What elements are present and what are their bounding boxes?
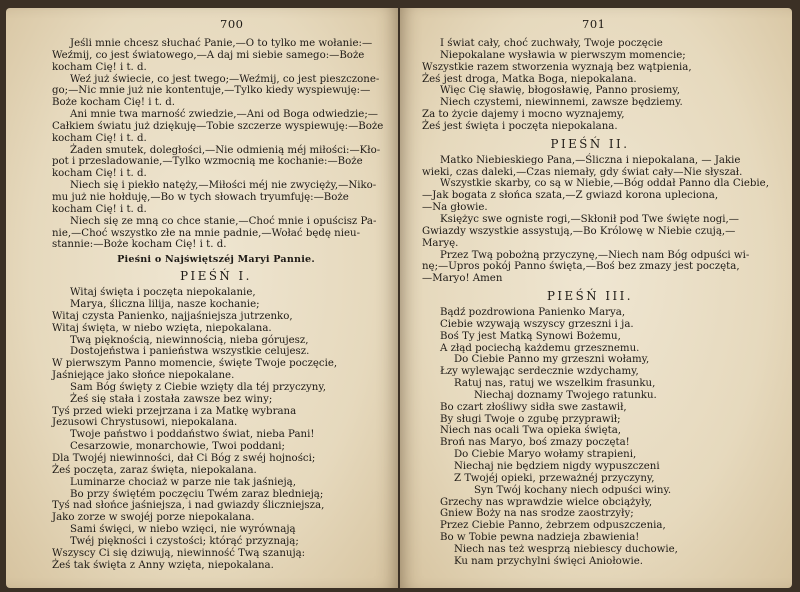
page-number-left: 700 — [220, 17, 244, 31]
text-line: Ani mnie twa marność zwiedzie,—Ani od Boga odwiedzie;— — [70, 109, 378, 121]
verse-line: Niechaj nie będziem nigdy wypuszczeni — [454, 461, 660, 472]
song-2-stanza-3 — [422, 214, 758, 250]
text-line: kocham Cię! i t. d. — [52, 203, 147, 215]
verse-line: Bo w Tobie pewna nadzieja zbawienia! — [440, 532, 640, 544]
song-3-verses — [422, 307, 758, 568]
text-line: stannie:—Boże kocham Cię! i t. d. — [52, 239, 227, 251]
verse-line: Witaj czysta Panienko, najjaśniejsza jutrzenko, — [52, 310, 293, 322]
song-heading-3: PIEŚŃ III. — [546, 289, 634, 304]
verse-line: Więc Cię sławię, błogosławię, Panno prosiemy, — [440, 85, 680, 97]
right-page — [400, 8, 792, 588]
verse-line: Twą pięknością, niewinnością, nieba górujesz, — [70, 334, 309, 346]
text-line: Maryę. — [422, 237, 459, 249]
text-line: Niech się i piekło natęży,—Miłości méj nie zwycięży,—Niko- — [70, 180, 377, 192]
song-heading-1: PIEŚŃ I. — [180, 269, 252, 284]
verse-line: Wszyscy Ci się dziwują, niewinność Twą szanują: — [52, 547, 306, 559]
verse-line: Gniew Boży na nas srodze zaostrzyły; — [440, 508, 634, 520]
song-2-stanza-4 — [422, 250, 758, 286]
verse-line: Tyś nad słońce jaśniejsza, i nad gwiazdy śliczniejsza, — [52, 500, 325, 512]
text-line: wieki, czas daleki,—Czas niemały, gdy świat cały—Nie słyszał. — [422, 166, 743, 178]
text-line: nę;—Upros pokój Panno święta,—Boś bez zmazy jest poczęta, — [422, 261, 740, 273]
verse-line: Przez Ciebie Panno, żebrzem odpuszczenia, — [440, 520, 666, 532]
verse-line: Żeś się stała i została zawsze bez winy; — [70, 393, 273, 405]
verse-line: Z Twojéj opieki, przeważnéj przyczyny, — [454, 472, 655, 484]
song-1-verses — [52, 287, 380, 571]
verse-line: Ciebie wzywają wszyscy grzeszni i ja. — [440, 318, 634, 330]
verse-line: Niech nas ocali Twa opieka święta, — [440, 425, 622, 437]
verse-line: I świat cały, choć zuchwały, Twoje poczęcie — [440, 38, 663, 49]
verse-line: Jako zorze w swojéj porze niepokalana. — [52, 512, 255, 524]
verse-line: Marya, śliczna lilija, nasze kochanie; — [70, 299, 260, 311]
verse-line: Do Ciebie Panno my grzeszni wołamy, — [454, 354, 650, 366]
text-line: kocham Cię! i t. d. — [52, 132, 147, 144]
stanza-3 — [52, 109, 384, 145]
text-line: go;—Nic mnie już nie kontentuje,—Tylko kiedy wyspiewuję:— — [52, 85, 371, 97]
stanza-2 — [52, 74, 380, 110]
text-line: Jeśli mnie chcesz słuchać Panie,—O to tylko me wołanie:— — [70, 38, 373, 49]
song-heading-2: PIEŚŃ II. — [550, 136, 630, 151]
verse-line: Żeś poczęta, zaraz święta, niepokalana. — [52, 464, 257, 476]
text-line: Gwiazdy wszystkie assystują,—Bo Królowę w Niebie czują,— — [422, 225, 736, 237]
verse-line: Cesarzowie, monarchowie, Twoi poddani; — [70, 441, 285, 453]
verse-line: Dostojeństwa i panieństwa wszystkie celujesz. — [70, 346, 310, 358]
verse-line: Sami święci, w niebo wzięci, nie wyrównają — [70, 524, 296, 536]
verse-line: Bo przy świętém poczęciu Twém zaraz blednieją; — [70, 488, 324, 500]
verse-line: By sługi Twoje o zgubę przyprawił; — [440, 413, 621, 425]
verse-line: Syn Twój kochany niech odpuści winy. — [474, 484, 672, 496]
text-line: Weźmij, co jest światowego,—A daj mi siebie samego:—Boże — [52, 49, 365, 61]
verse-line: W pierwszym Panno momencie, święte Twoje poczęcie, — [52, 358, 338, 370]
verse-line: Bądź pozdrowiona Panienko Marya, — [440, 307, 626, 319]
text-line: Matko Niebieskiego Pana,—Śliczna i niepokalana, — Jakie — [440, 154, 741, 166]
verse-line: Niechaj doznamy Twojego ratunku. — [474, 389, 657, 401]
verse-line: Dla Twojéj niewinności, dał Ci Bóg z swéj hojności; — [52, 453, 316, 464]
stanza-4 — [52, 145, 380, 181]
stanza-5 — [52, 180, 380, 216]
verse-line: Witaj święta, w niebo wzięta, niepokalana. — [52, 322, 272, 334]
section-title: Pieśni o Najświętszéj Maryi Pannie. — [117, 254, 315, 266]
left-page — [6, 8, 398, 588]
verse-line: Za to życie dajemy i mocno wyznajemy, — [422, 109, 625, 121]
verse-line: Niech nas też wesprzą niebiescy duchowie, — [454, 543, 678, 555]
verse-line: Jezusowi Chrystusowi, niepokalana. — [52, 417, 238, 429]
verse-line: Żeś jest droga, Matka Boga, niepokalana. — [422, 73, 637, 85]
verse-line: Grzechy nas wprawdzie wielce obciążyły, — [440, 496, 653, 508]
song-2-stanza-1 — [422, 155, 758, 179]
verse-line: Witaj święta i poczęta niepokalanie, — [70, 287, 256, 299]
text-line: Księżyc swe ogniste rogi,—Skłonił pod Twe święte nogi,— — [440, 213, 739, 225]
verse-line: A złąd pociechą każdemu grzesznemu. — [440, 342, 640, 354]
verse-line: Tyś przed wieki przejrzana i za Matkę wybrana — [52, 405, 297, 417]
verse-line: Niech czystemi, niewinnemi, zawsze będziemy. — [440, 97, 683, 109]
verse-line: Bo czart złośliwy sidła swe zastawił, — [440, 401, 627, 413]
verse-line: Boś Ty jest Matką Synowi Bożemu, — [440, 330, 621, 342]
text-line: Weź już świecie, co jest twego;—Weźmij, co jest pieszczone- — [70, 73, 380, 85]
text-line: mu już nie hołduję,—Bo w tych słowach tryumfuję:—Boże — [52, 191, 349, 203]
verse-line: Luminarze chociaż w parze nie tak jaśnieją, — [70, 476, 296, 488]
text-line: Niech się ze mną co chce stanie,—Choć mnie i opuścisz Pa- — [70, 215, 377, 227]
text-line: Wszystkie skarby, co są w Niebie,—Bóg oddał Panno dla Ciebie, — [440, 178, 769, 190]
song-2-stanza-2 — [422, 178, 769, 214]
verse-line: Wszystkie razem stworzenia wyznają bez wątpienia, — [422, 61, 692, 73]
verse-line: Sam Bóg święty z Ciebie wzięty dla téj przyczyny, — [70, 381, 327, 393]
text-line: Całkiem światu już dziękuję—Tobie szczerze wyspiewuję:—Boże — [52, 120, 384, 132]
text-line: —Jak bogata z słońca szata,—Z gwiazd korona upleciona, — [422, 190, 719, 202]
text-line: pot i przesladowanie,—Tylko wzmocnią me kochanie:—Boże — [52, 156, 363, 168]
text-line: nie,—Choć wszystko złe na mnie padnie,—Wołać będę nieu- — [52, 227, 361, 239]
verse-line: Niepokalane wysławia w pierwszym momencie; — [440, 49, 686, 61]
verse-line: Ku nam przychylni święci Aniołowie. — [454, 555, 644, 567]
text-line: Przez Twą pobożną przyczynę,—Niech nam Bóg odpuści wi- — [440, 249, 750, 261]
verse-line: Żeś jest święta i poczęta niepokalana. — [422, 120, 618, 132]
song-1-continuation — [422, 38, 758, 133]
stanza-6 — [52, 216, 380, 252]
text-line: kocham Cię! i t. d. — [52, 168, 147, 180]
text-line: —Maryo! Amen — [422, 273, 503, 285]
verse-line: Do Ciebie Maryo wołamy strapieni, — [454, 449, 637, 461]
page-number-right: 701 — [582, 17, 606, 31]
text-line: Boże kocham Cię! i t. d. — [52, 97, 176, 109]
verse-line: Żeś tak święta z Anny wzięta, niepokalana. — [52, 559, 274, 571]
verse-line: Ratuj nas, ratuj we wszelkim frasunku, — [454, 378, 656, 390]
verse-line: Twoje państwo i poddaństwo świat, nieba Pani! — [70, 429, 315, 441]
stanza-1 — [52, 38, 380, 74]
text-line: —Na głowie. — [422, 202, 488, 214]
verse-line: Łzy wylewając serdecznie wzdychamy, — [440, 366, 639, 378]
verse-line: Jaśniejące jako słońce niepokalane. — [52, 370, 235, 382]
verse-line: Twéj piękności i czystości; którąć przyznają; — [70, 535, 299, 547]
text-line: kocham Cię! i t. d. — [52, 61, 147, 73]
verse-line: Broń nas Maryo, boś zmazy poczęta! — [440, 437, 630, 449]
text-line: Żaden smutek, doległości,—Nie odmienią méj miłości:—Kło- — [70, 144, 381, 156]
